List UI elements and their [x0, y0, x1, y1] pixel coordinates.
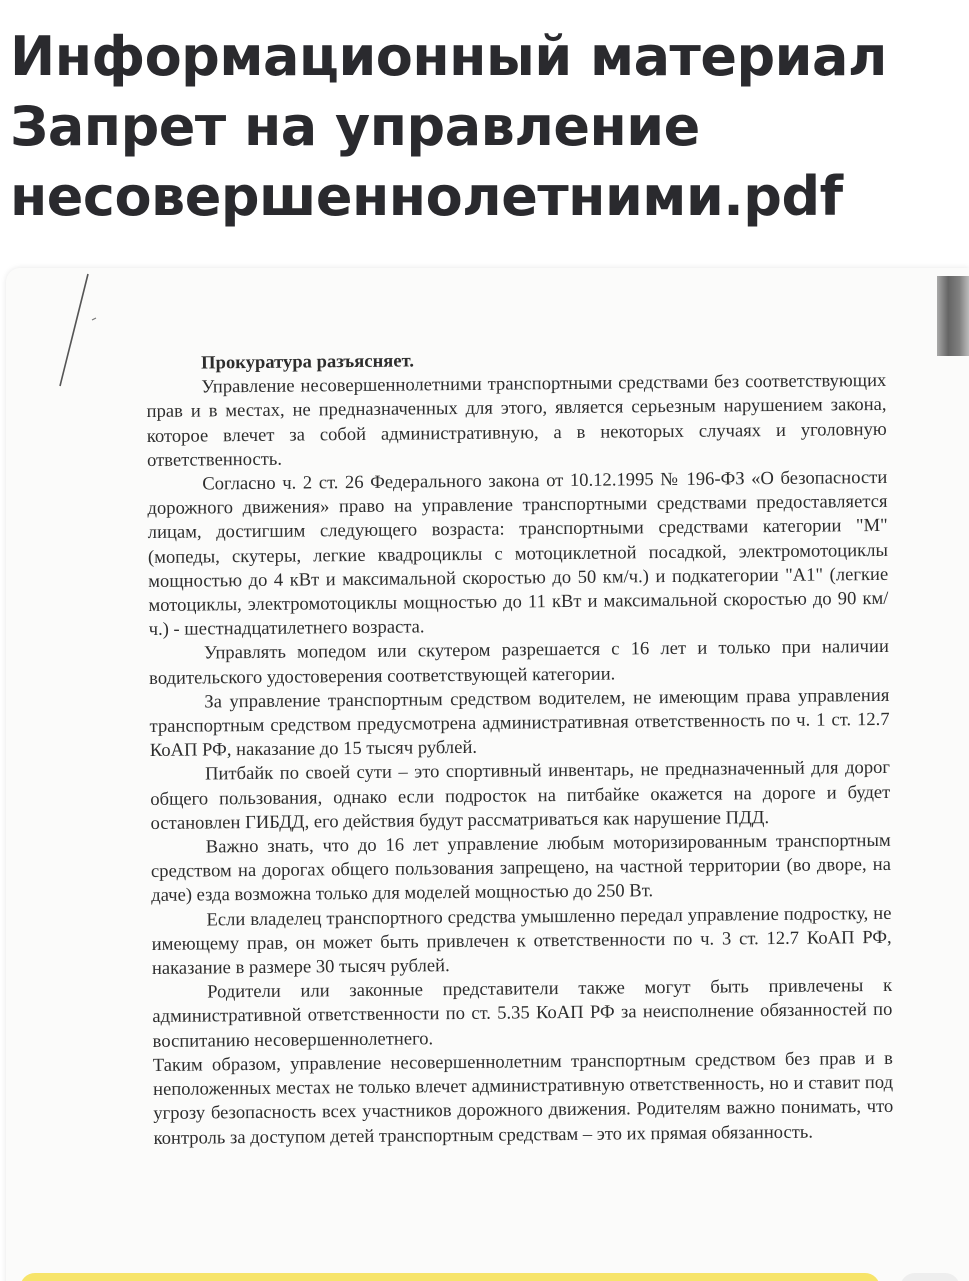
- document-paragraph-8: Родители или законные представители также могут быть привлечены к административной ответственности по ст. 5.35 КоАП РФ за неисполнение обязанностей по воспитанию несовершеннолетнего.: [152, 975, 893, 1052]
- document-heading: Прокуратура разъясняет.: [201, 350, 415, 374]
- document-paragraph-6: Важно знать, что до 16 лет управление любым моторизированным транспортным средством на дорогах общего пользования запрещено, на частной территории (во дворе, на даче) езда возможна только для моделей мощностью до 250 Вт.: [150, 829, 892, 907]
- download-button[interactable]: [20, 1273, 880, 1281]
- page-title: [10, 22, 955, 232]
- title-line-2: Запрет на управление: [10, 95, 700, 158]
- document-paragraph-2: Согласно ч. 2 ст. 26 Федерального закона от 10.12.1995 № 196-ФЗ «О безопасности дорожного движения» право на управление транспортными средствами предоставляется лицам, достигшим следующего возраста: транспортными средствами категории "М" (мопеды, скутеры, легкие квадроциклы с мотоциклетной посадкой, электромотоциклы мощностью до 4 кВт и максимальной скоростью до 50 км/ч.) и подкатегории "А1" (легкие мотоциклы, электромотоциклы мощностью до 11 кВт и максимальной скоростью до 90 км/ч.) - шестнадцатилетнего возраста.: [147, 466, 889, 641]
- scan-edge-bar: [937, 276, 969, 356]
- document-paragraph-1: Управление несовершеннолетними транспортными средствами без соответствующих прав и в местах, не предназначенных для этого, является серьезным нарушением закона, которое влечет за собой административную, а в некоторых случаях и уголовную ответственность.: [146, 370, 887, 471]
- document-paragraph-3: Управлять мопедом или скутером разрешается с 16 лет и только при наличии водительского удостоверения соответствующей категории.: [149, 636, 889, 689]
- more-button[interactable]: [900, 1273, 960, 1281]
- document-paragraph-4: За управление транспортным средством водителем, не имеющим права управления транспортным средством предусмотрена административная ответственность по ч. 1 ст. 12.7 КоАП РФ, наказание до 15 тысяч рублей.: [149, 684, 890, 762]
- pen-mark-icon: [30, 268, 110, 408]
- document-preview[interactable]: [6, 268, 969, 1281]
- scanned-document-text: [146, 345, 894, 1151]
- title-line-3: несовершеннолетними.pdf: [10, 165, 843, 228]
- document-closing-paragraph: Таким образом, управление несовершеннолетним транспортным средством без прав и в неположенных местах не только влечет административную ответственность, но и ставит под угрозу безопасность всех участников дорожного движения. Родителям важно понимать, что контроль за доступом детей транспортным средствам – это их прямая обязанность.: [152, 1047, 894, 1149]
- document-paragraph-5: Питбайк по своей сути – это спортивный инвентарь, не предназначенный для дорог общего пользования, однако если подросток на питбайке окажется на дороге и будет остановлен ГИБДД, его действия будут рассматриваться как нарушение ПДД.: [150, 757, 891, 834]
- title-line-1: Информационный материал: [10, 25, 887, 88]
- document-paragraph-7: Если владелец транспортного средства умышленно передал управление подростку, не имеющему прав, он может быть привлечен к ответственности по ч. 3 ст. 12.7 КоАП РФ, наказание в размере 30 тысяч рублей.: [151, 902, 892, 980]
